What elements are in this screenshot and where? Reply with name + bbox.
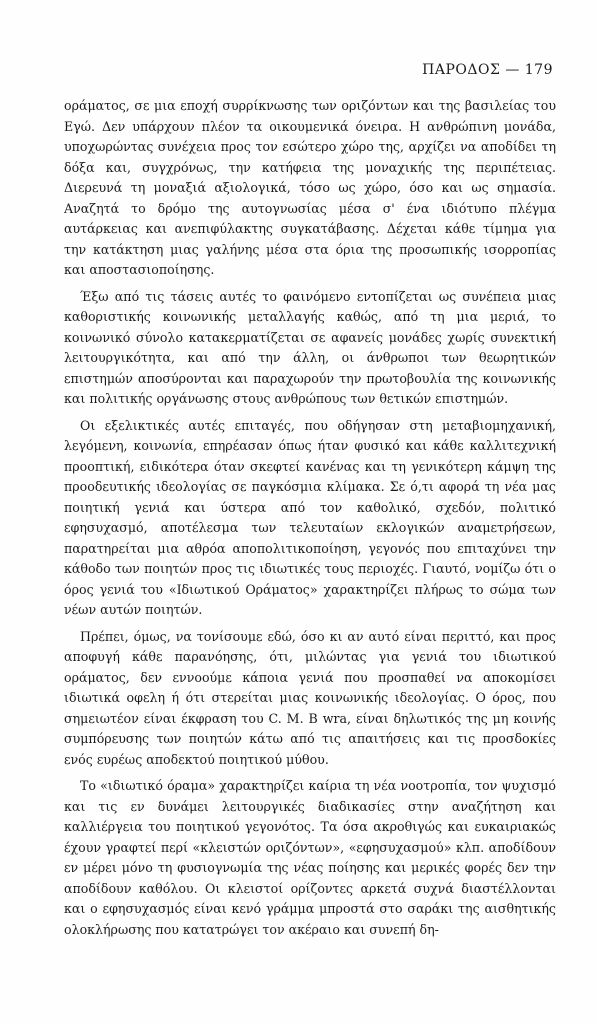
paragraph-4: Πρέπει, όμως, να τονίσουμε εδώ, όσο κι αν αυτό είναι περιττό, και προς αποφυγή κάθε παρανόησης, ότι, μιλώντας για γενιά του ιδιωτικού οράματος, δεν εννοούμε κάποια γενιά που προσπαθεί να αποκομίσει ιδιωτικά οφελη ή ότι στερείται μιας κοινωνικής ιδεολογίας. Ο όρος, που σημειωτέον είναι έκφραση του C. M. B wra, είναι δηλωτικός της μη κοινής συμπόρευσης των ποιητών κάτω από τις απαιτήσεις και τις προσδοκίες ενός ευρέως αποδεκτού ποιητικού μύθου. <box>64 628 556 767</box>
paragraph-2: Έξω από τις τάσεις αυτές το φαινόμενο εντοπίζεται ως συνέπεια μιας καθοριστικής κοινωνικής μεταλλαγής καθώς, από τη μια μεριά, το κοινωνικό σύνολο κατακερματίζεται σε αφανείς μονάδες χωρίς συνεκτική λειτουργικότητα, και από την άλλη, οι άνθρωποι των θεωρητικών επιστημών αποσύρονται και παραχωρούν την πρωτοβουλία της κοινωνικής και πολιτικής οργάνωσης στους ανθρώπους των θετικών επιστημών. <box>64 288 556 406</box>
paragraph-3: Οι εξελικτικές αυτές επιταγές, που οδήγησαν στη μεταβιομηχανική, λεγόμενη, κοινωνία, επηρέασαν όπως ήταν φυσικό και κάθε καλλιτεχνική προοπτική, ειδικότερα όταν σκεφτεί κανένας και τη γενικότερη κάμψη της προοδευτικής ιδεολογίας σε παγκόσμια κλίμακα. Σε ό,τι αφορά τη νέα μας ποιητική γενιά και ύστερα από τον καθολικό, σχεδόν, πολιτικό εφησυχασμό, αποτέλεσμα των τελευταίων εκλογικών αναμετρήσεων, παρατηρείται μια αθρόα αποπολιτικοποίηση, γεγονός που επιταχύνει την κάθοδο των ποιητών προς τις ιδιωτικές τους περιοχές. Γιαυτό, νομίζω ότι ο όρος γενιά του «Ιδιωτικού Οράματος» χαρακτηρίζει πλήρως το σώμα των νέων αυτών ποιητών. <box>64 417 556 617</box>
running-header: ΠΑΡΟΔΟΣ — 179 <box>422 62 553 78</box>
paragraph-1: οράματος, σε μια εποχή συρρίκνωσης των οριζόντων και της βασιλείας του Εγώ. Δεν υπάρχουν πλέον τα οικουμενικά όνειρα. Η ανθρώπινη μονάδα, υποχωρώντας συνέχεια προς τον εσώτερο χώρο της, αρχίζει να αποδίδει τη δόξα και, συγχρόνως, την κατήφεια της μοναχικής της περιπέτειας. Διερευνά τη μοναξιά αξιολογικά, τόσο ως χώρο, όσο και ως σημασία. Αναζητά το δρόμο της αυτογνωσίας μέσα σ' ένα ιδιότυπο πλέγμα αυτάρκειας και ανεπιφύλακτης συγκατάβασης. Δέχεται κάθε τίμημα για την κατάκτηση μιας γαλήνης μέσα στα όρια της προσωπικής ισορροπίας και αποστασιοποίησης. <box>64 98 556 277</box>
body-text <box>64 96 556 946</box>
paragraph-5: Το «ιδιωτικό όραμα» χαρακτηρίζει καίρια τη νέα νοοτροπία, τον ψυχισμό και τις εν δυνάμει λειτουργικές διαδικασίες στην αναζήτηση και καλλιέργεια του ποιητικού γεγονότος. Τα όσα ακροθιγώς και ευκαιριακώς έχουν γραφτεί περί «κλειστών οριζόντων», «εφησυχασμού» κλπ. αποδίδουν εν μέρει μόνο τη φυσιογνωμία της νέας ποίησης και μερικές φορές δεν την αποδίδουν καθόλου. Οι κλειστοί ορίζοντες αρκετά συχνά διαστέλλονται και ο εφησυχασμός είναι κενό γράμμα μπροστά στο σαράκι της αισθητικής ολοκλήρωσης που κατατρώγει τον ακέραιο και συνεπή δη- <box>64 778 556 937</box>
